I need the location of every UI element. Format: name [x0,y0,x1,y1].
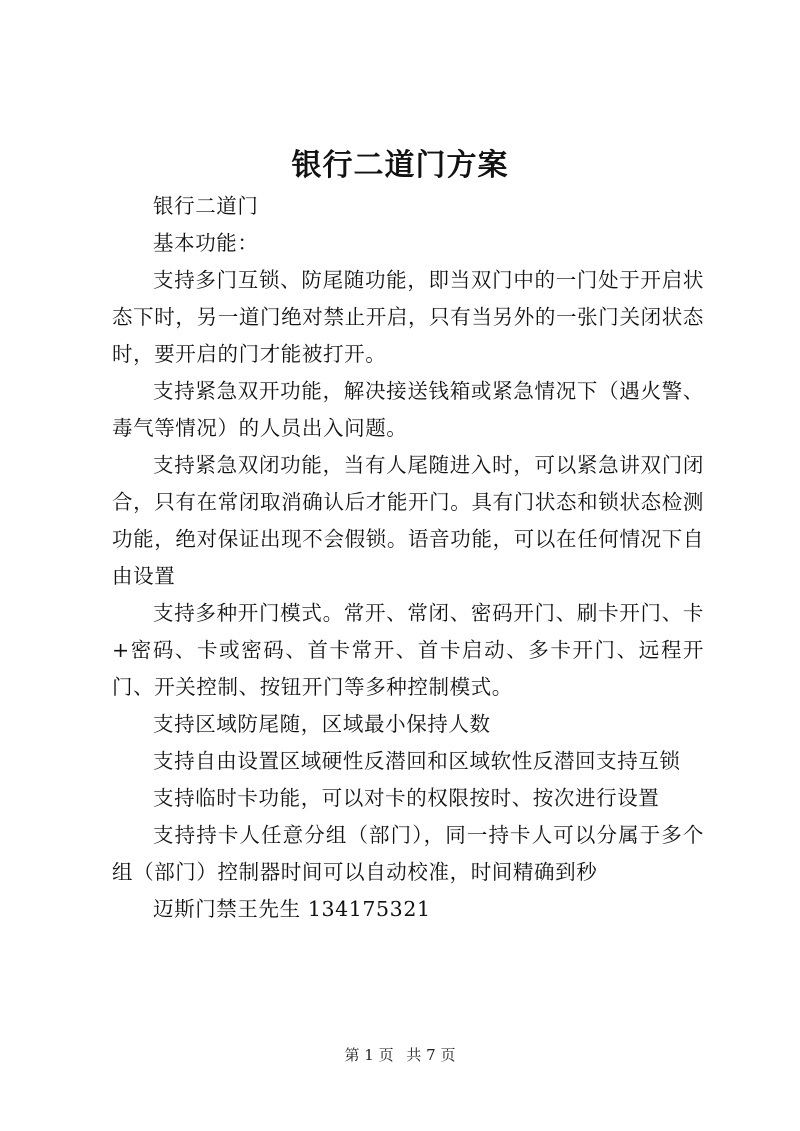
paragraph: 银行二道门 [153,194,259,218]
page-total: 共 7 页 [406,1046,456,1064]
paragraph: 支持紧急双开功能，解决接送钱箱或紧急情况下（遇火警、毒气等情况）的人员出入问题。 [112,379,704,440]
paragraph: 支持多门互锁、防尾随功能，即当双门中的一门处于开启状态下时，另一道门绝对禁止开启，只有当另外的一张门关闭状态时，要开启的门才能被打开。 [112,268,704,366]
paragraph: 迈斯门禁王先生 134175321 [153,897,431,921]
page-number: 第 1 页 [344,1046,394,1064]
paragraph: 支持自由设置区域硬性反潜回和区域软性反潜回支持互锁 [153,749,681,773]
page-footer [0,1044,800,1065]
paragraph: 支持多种开门模式。常开、常闭、密码开门、刷卡开门、卡+密码、卡或密码、首卡常开、首卡启动、多卡开门、远程开门、开关控制、按钮开门等多种控制模式。 [112,601,704,699]
paragraph: 支持区域防尾随，区域最小保持人数 [153,712,491,736]
paragraph: 支持紧急双闭功能，当有人尾随进入时，可以紧急讲双门闭合，只有在常闭取消确认后才能开门。具有门状态和锁状态检测功能，绝对保证出现不会假锁。语音功能，可以在任何情况下自由设置 [112,453,704,588]
paragraph: 基本功能： [153,231,259,255]
paragraph: 支持持卡人任意分组（部门），同一持卡人可以分属于多个组（部门）控制器时间可以自动校准，时间精确到秒 [112,823,704,884]
document-body [112,188,704,928]
paragraph: 支持临时卡功能，可以对卡的权限按时、按次进行设置 [153,786,660,810]
document-title: 银行二道门方案 [291,148,509,183]
